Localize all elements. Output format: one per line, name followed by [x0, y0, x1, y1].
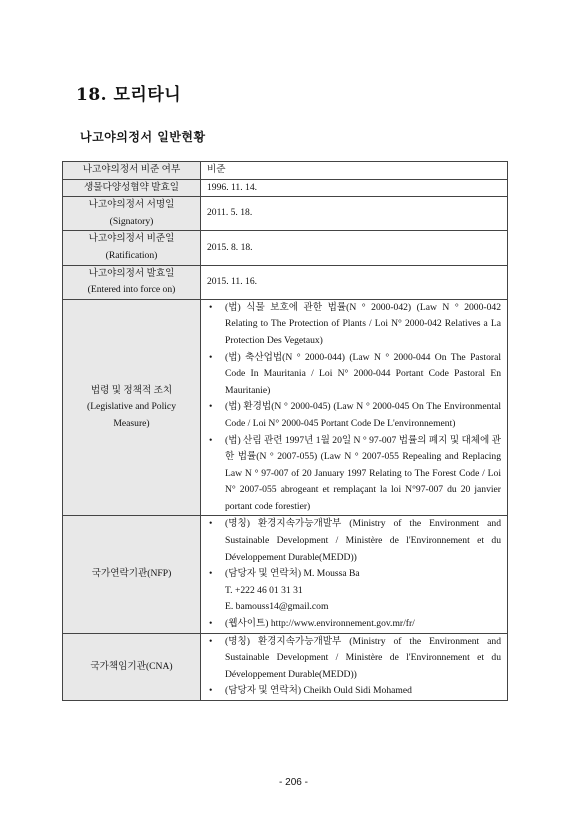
- legislation-list: [207, 300, 501, 516]
- cna-list: [207, 634, 501, 700]
- row-label: [63, 265, 201, 299]
- table-row: [63, 162, 508, 180]
- table-row: [63, 179, 508, 197]
- info-table: [62, 161, 508, 701]
- label-text: 나고야의정서 서명일: [88, 199, 175, 211]
- list-item: • (웹사이트) http://www.environnement.gov.mr/fr/: [225, 616, 501, 633]
- nfp-list: [207, 516, 501, 632]
- phone: T. +222 46 01 31 31: [225, 584, 303, 596]
- label-text: 나고야의정서 발효일: [88, 267, 175, 279]
- table-row: [63, 265, 508, 299]
- contact-person: • (담당자 및 연락처) M. Moussa Ba: [225, 568, 360, 580]
- label-text: 법령 및 정책적 조치: [90, 384, 173, 396]
- row-value: 1996. 11. 14.: [201, 179, 508, 197]
- email: E. bamouss14@gmail.com: [225, 601, 329, 613]
- label-text-en: (Entered into force on): [87, 284, 176, 296]
- row-value: 2011. 5. 18.: [201, 197, 508, 231]
- table-row-cna: [63, 633, 508, 700]
- subtitle: 나고야의정서 일반현황: [80, 130, 206, 144]
- label-text: 생물다양성협약 발효일: [83, 181, 180, 193]
- section-title: 18. 모리타니: [76, 85, 182, 105]
- label-text-en: (Legislative and Policy: [87, 401, 176, 413]
- row-label: [63, 299, 201, 516]
- row-value: [201, 516, 508, 633]
- row-value: [201, 633, 508, 700]
- row-value: 2015. 11. 16.: [201, 265, 508, 299]
- row-label: [63, 197, 201, 231]
- label-text: 나고야의정서 비준 여부: [82, 164, 181, 175]
- label-text: 나고야의정서 비준일: [88, 233, 175, 245]
- table-row: [63, 197, 508, 231]
- list-item: • (명칭) 환경지속가능개발부 (Ministry of the Environment and Sustainable Development / Ministère de l'Environnement et du Développement Durable(MEDD)): [225, 516, 501, 566]
- row-label: 국가책임기관(CNA): [63, 633, 201, 700]
- row-label: [63, 179, 201, 197]
- row-value: 2015. 8. 18.: [201, 231, 508, 265]
- table-row: [63, 231, 508, 265]
- label-text-en: (Signatory): [109, 215, 154, 227]
- row-label: [63, 162, 201, 180]
- list-item: • (법) 축산업법(N ° 2000-044) (Law N ° 2000-044 On The Pastoral Code In Mauritania / Loi N° 2000-044 Portant Code Pastoral En Mauritanie): [225, 350, 501, 400]
- list-item: • (담당자 및 연락처) Cheikh Ould Sidi Mohamed: [225, 683, 501, 700]
- row-value: 비준: [201, 162, 508, 180]
- label-text-en: Measure): [113, 417, 150, 429]
- table-row-nfp: [63, 516, 508, 633]
- row-label: 국가연락기관(NFP): [63, 516, 201, 633]
- page-number: - 206 -: [279, 777, 308, 788]
- list-item: • (명칭) 환경지속가능개발부 (Ministry of the Environment and Sustainable Development / Ministère de l'Environnement et du Développement Durable(MEDD)): [225, 634, 501, 684]
- label-text-en: (Ratification): [105, 249, 158, 261]
- table-row-legislative: [63, 299, 508, 516]
- row-label: [63, 231, 201, 265]
- list-item: • (법) 산림 관련 1997년 1월 20일 N ° 97-007 법률의 폐지 및 대체에 관한 법률(N ° 2007-055) (Law N ° 2007-055 Repealing and Replacing Law N ° 97-007 of 20 January 1997 Relating to The Forest Code / Loi N° 2007-055 abrogeant et remplaçant la loi N°97-007 du 20 janvier portant code forestier): [225, 433, 501, 516]
- list-item: • (법) 식물 보호에 관한 법률(N ° 2000-042) (Law N ° 2000-042 Relating to The Protection of Plants / Loi N° 2000-042 Relatives a La Protection Des Vegetaux): [225, 300, 501, 350]
- list-item: [225, 566, 501, 616]
- list-item: • (법) 환경법(N ° 2000-045) (Law N ° 2000-045 On The Environmental Code / Loi N° 2000-045 Portant Code De L'environnement): [225, 399, 501, 432]
- row-value: [201, 299, 508, 516]
